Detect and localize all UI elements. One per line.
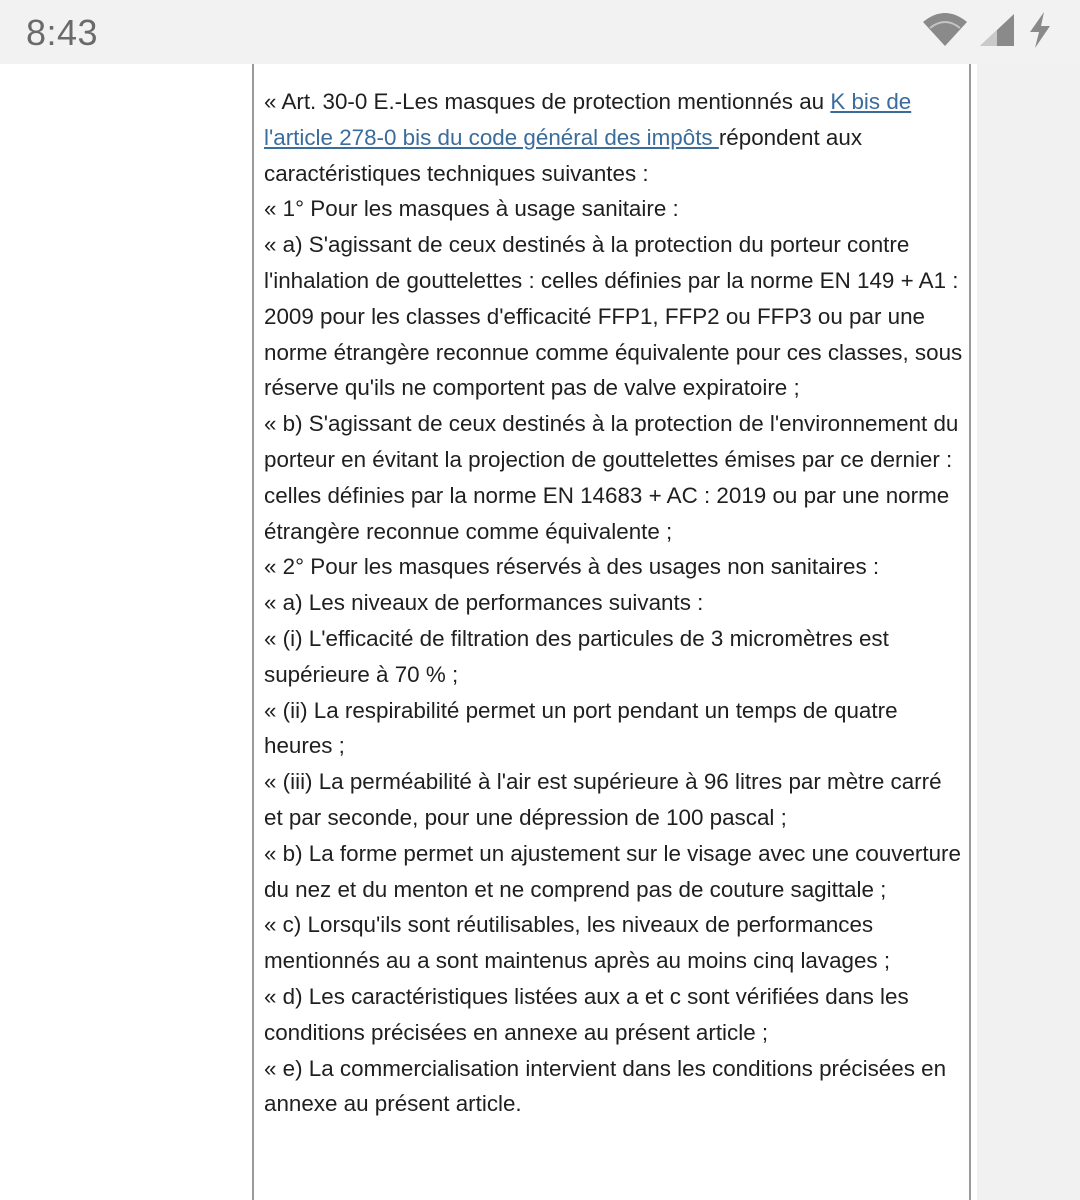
- article-paragraph: « b) S'agissant de ceux destinés à la protection de l'environnement du porteur en évitant la projection de gouttelettes émises par ce dernier : celles définies par la norme EN 14683 + AC : 2019 ou par une norme étrangère reconnue comme équivalente ;: [264, 411, 959, 544]
- article-paragraph: « e) La commercialisation intervient dans les conditions précisées en annexe au présent article.: [264, 1055, 947, 1117]
- left-margin: [0, 64, 252, 1200]
- article-paragraph: « (ii) La respirabilité permet un port pendant un temps de quatre heures ;: [264, 697, 898, 759]
- article-paragraph: « (iii) La perméabilité à l'air est supérieure à 96 litres par mètre carré et par seconde, pour une dépression de 100 pascal ;: [264, 769, 942, 830]
- wifi-icon: [920, 10, 970, 55]
- status-icons: [920, 12, 1056, 52]
- intro-prefix: « Art. 30-0 E.-Les masques de protection mentionnés au: [264, 89, 831, 114]
- article-body: [264, 84, 964, 1122]
- article-paragraph: « a) S'agissant de ceux destinés à la protection du porteur contre l'inhalation de gouttelettes : celles définies par la norme EN 149 + A1 : 2009 pour les classes d'efficacité FFP1, FFP2 ou FFP3 ou par une norme étrangère reconnue comme équivalente pour ces classes, sous réserve qu'ils ne comportent pas de valve expiratoire ;: [264, 232, 963, 401]
- article-paragraph: « b) La forme permet un ajustement sur le visage avec une couverture du nez et du menton et ne comprend pas de couture sagittale ;: [264, 840, 961, 902]
- article-frame[interactable]: [252, 64, 971, 1200]
- article-paragraph: « c) Lorsqu'ils sont réutilisables, les niveaux de performances mentionnés au a sont maintenus après au moins cinq lavages ;: [264, 912, 891, 974]
- article-paragraph: « a) Les niveaux de performances suivants :: [264, 590, 704, 616]
- right-side-panel: [977, 64, 1080, 1200]
- web-page[interactable]: [0, 64, 1080, 1200]
- cellular-signal-icon: [978, 10, 1018, 55]
- status-bar: [0, 0, 1080, 64]
- article-paragraph: « 2° Pour les masques réservés à des usages non sanitaires :: [264, 554, 880, 580]
- article-paragraph: « (i) L'efficacité de filtration des particules de 3 micromètres est supérieure à 70 % ;: [264, 625, 889, 687]
- code-impots-link[interactable]: K bis de l'article 278-0 bis du code général des impôts: [264, 89, 912, 150]
- charging-icon: [1026, 10, 1056, 55]
- article-paragraph: « d) Les caractéristiques listées aux a et c sont vérifiées dans les conditions précisées en annexe au présent article ;: [264, 983, 909, 1045]
- intro-suffix: répondent aux caractéristiques techniques suivantes :: [264, 124, 863, 186]
- article-intro: [264, 84, 964, 191]
- article-paragraph: « 1° Pour les masques à usage sanitaire :: [264, 196, 679, 222]
- status-time: 8:43: [26, 12, 99, 53]
